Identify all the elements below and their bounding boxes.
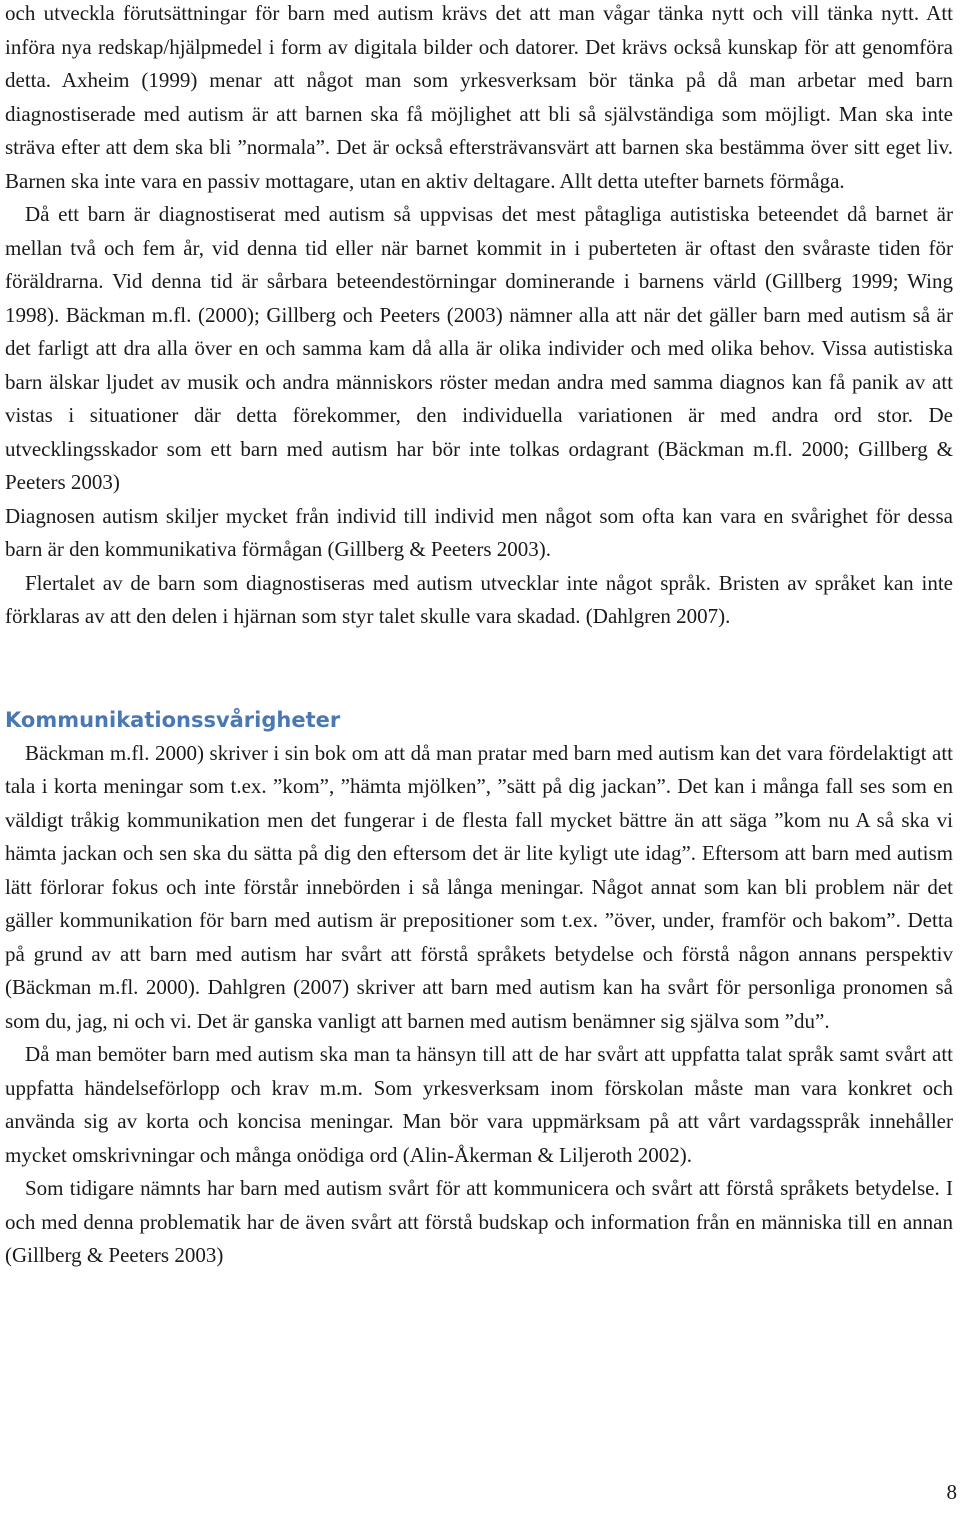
body-paragraph: Då ett barn är diagnostiserat med autism så uppvisas det mest påtagliga autistiska beteendet då barnet är mellan två och fem år, vid denna tid eller när barnet kommit in i puberteten är oftast den svåraste tiden för föräldrarna. Vid denna tid är sårbara beteendestörningar dominerande i barnens värld (Gillberg 1999; Wing 1998). Bäckman m.fl. (2000); Gillberg och Peeters (2003) nämner alla att när det gäller barn med autism så är det farligt att dra alla över en och samma kam då alla är olika individer och med olika behov. Vissa autistiska barn älskar ljudet av musik och andra människors röster medan andra med samma diagnos kan få panik av att vistas i situationer där detta förekommer, den individuella variationen är med andra ord stor. De utvecklingsskador som ett barn med autism har bör inte tolkas ordagrant (Bäckman m.fl. 2000; Gillberg & Peeters 2003) xyxy=(5,202,953,494)
section-heading: Kommunikationssvårigheter xyxy=(5,707,341,732)
body-paragraph: Bäckman m.fl. 2000) skriver i sin bok om att då man pratar med barn med autism kan det vara fördelaktigt att tala i korta meningar som t.ex. ”kom”, ”hämta mjölken”, ”sätt på dig jackan”. Det kan i många fall ses som en väldigt tråkig kommunikation men det fungerar i de flesta fall mycket bättre än att säga ”kom nu A så ska vi hämta jackan och sen ska du sätta på dig den eftersom det är lite kyligt ute idag”. Eftersom att barn med autism lätt förlorar fokus och inte förstår innebörden i så långa meningar. Något annat som kan bli problem när det gäller kommunikation för barn med autism är prepositioner som t.ex. ”över, under, framför och bakom”. Detta på grund av att barn med autism har svårt att förstå språkets betydelse och förstå någon annans perspektiv (Bäckman m.fl. 2000). Dahlgren (2007) skriver att barn med autism kan ha svårt för personliga pronomen så som du, jag, ni och vi. Det är ganska vanligt att barnen med autism benämner sig själva som ”du”. xyxy=(5,740,953,1033)
body-paragraph: och utveckla förutsättningar för barn med autism krävs det att man vågar tänka nytt och vill tänka nytt. Att införa nya redskap/hjälpmedel i form av digitala bilder och datorer. Det krävs också kunskap för att genomföra detta. Axheim (1999) menar att något man som yrkesverksam bör tänka på då man arbetar med barn diagnostiserade med autism är att barnen ska få möjlighet att bli så självständiga som möjligt. Man ska inte sträva efter att dem ska bli ”normala”. Det är också eftersträvansvärt att barnen ska bestämma över sitt eget liv. Barnen ska inte vara en passiv mottagare, utan en aktiv deltagare. Allt detta utefter barnets förmåga. xyxy=(5,1,953,193)
body-paragraph: Då man bemöter barn med autism ska man ta hänsyn till att de har svårt att uppfatta talat språk samt svårt att uppfatta händelseförlopp och krav m.m. Som yrkesverksam inom förskolan måste man vara konkret och använda sig av korta och koncisa meningar. Man bör vara uppmärksam på att vårt vardagsspråk innehåller mycket omskrivningar och många onödiga ord (Alin-Åkerman & Liljeroth 2002). xyxy=(5,1042,953,1167)
body-paragraph: Diagnosen autism skiljer mycket från individ till individ men något som ofta kan vara en svårighet för dessa barn är den kommunikativa förmågan (Gillberg & Peeters 2003). xyxy=(5,503,953,561)
page-number: 8 xyxy=(946,1480,957,1504)
body-paragraph: Flertalet av de barn som diagnostiseras med autism utvecklar inte något språk. Bristen av språket kan inte förklaras av att den delen i hjärnan som styr talet skulle vara skadad. (Dahlgren 2007). xyxy=(5,570,953,628)
body-paragraph: Som tidigare nämnts har barn med autism svårt för att kommunicera och svårt att förstå språkets betydelse. I och med denna problematik har de även svårt att förstå budskap och information från en människa till en annan (Gillberg & Peeters 2003) xyxy=(5,1176,953,1267)
page-content xyxy=(5,0,953,1273)
